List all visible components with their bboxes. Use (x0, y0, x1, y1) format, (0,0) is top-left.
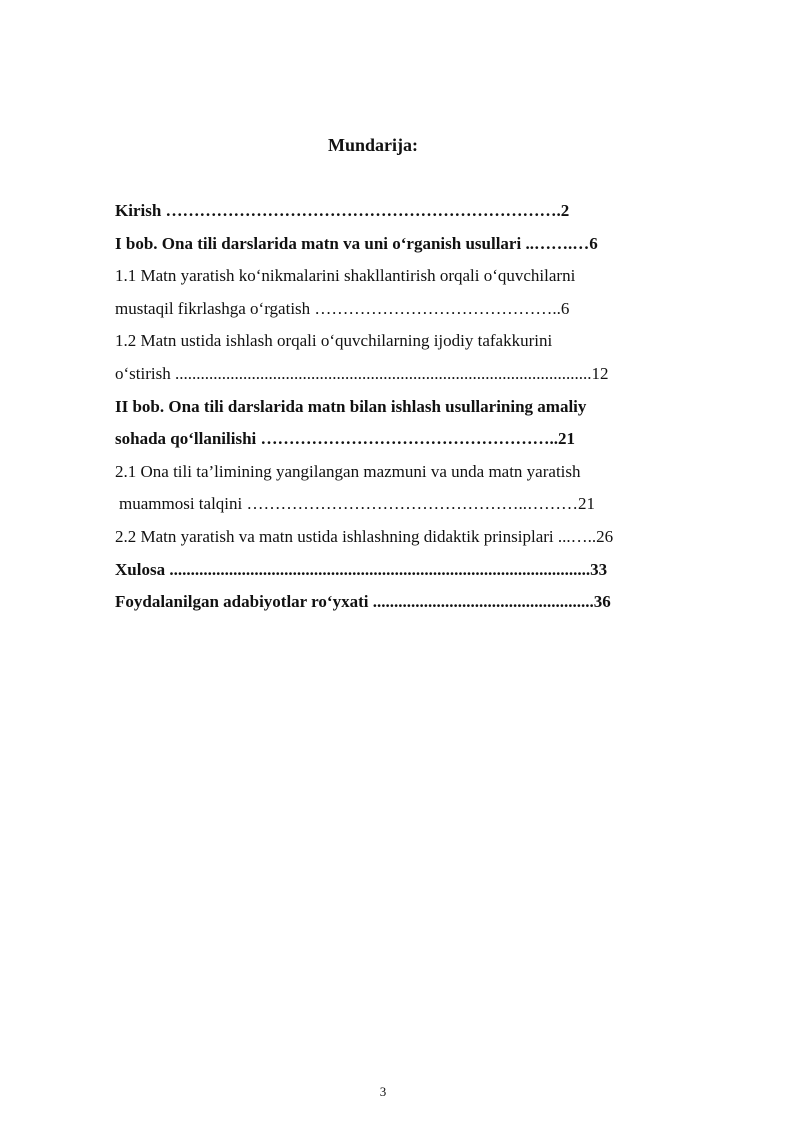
toc-entry-section-1-1: 1.1 Matn yaratish ko‘nikmalarini shakllantirish orqali o‘quvchilarni (115, 266, 576, 286)
toc-entry-section-2-2: 2.2 Matn yaratish va matn ustida ishlashning didaktik prinsiplari ...…..26 (115, 526, 614, 546)
toc-entry-section-1-2-continued: o‘stirish ..................................................................................................12 (115, 363, 609, 383)
toc-entry-references: Foydalanilgan adabiyotlar ro‘yxati ....................................................36 (115, 592, 611, 612)
toc-entry-kirish: Kirish …………………………………………………………….2 (115, 201, 570, 220)
table-of-contents (115, 199, 667, 623)
toc-entry-section-1-2: 1.2 Matn ustida ishlash orqali o‘quvchilarning ijodiy tafakkurini (115, 331, 553, 351)
toc-entry-section-2-1: 2.1 Ona tili ta’limining yangilangan mazmuni va unda matn yaratish (115, 461, 581, 481)
toc-entry-xulosa: Xulosa ...................................................................................................33 (115, 559, 608, 579)
page-number: 3 (379, 1084, 387, 1099)
toc-entry-section-1-1-continued: mustaqil fikrlashga o‘rgatish ……………………………………..6 (115, 298, 570, 318)
page-title: Mundarija: (328, 135, 418, 155)
toc-entry-chapter-2: II bob. Ona tili darslarida matn bilan ishlash usullarining amaliy (115, 396, 587, 416)
toc-entry-chapter-2-continued: sohada qo‘llanilishi ……………………………………………..21 (115, 429, 576, 449)
toc-entry-chapter-1: I bob. Ona tili darslarida matn va uni o‘rganish usullari ..…….…6 (115, 233, 598, 253)
toc-entry-section-2-1-continued: muammosi talqini …………………………………………..………21 (119, 494, 595, 514)
